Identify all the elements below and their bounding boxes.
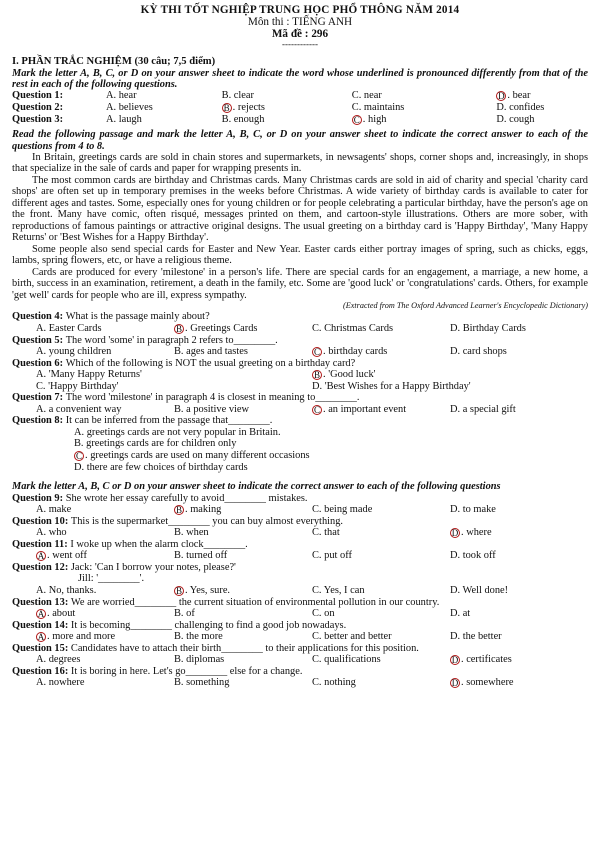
option-5-d[interactable]: D. card shops bbox=[450, 346, 507, 357]
answer-circle-icon: D bbox=[451, 528, 459, 539]
passage-paragraph-4: Cards are produced for every 'milestone' in a person's life. There are special cards for an engagement, a marriage, a new home, a birth, success in an examination, retirement, a death in the family, etc. Some are 'good luck' or 'congratulations' cards. Others, for example 'get well' cards for people who are ill, express sympathy. bbox=[12, 266, 588, 301]
question-1 bbox=[12, 90, 588, 102]
question-extra-line: Jill: '________'. bbox=[78, 573, 145, 585]
question-stem: Jack: 'Can I borrow your notes, please?' bbox=[70, 561, 236, 573]
answer-circle-icon: D bbox=[498, 91, 505, 102]
question-9 bbox=[12, 493, 588, 505]
question-7 bbox=[12, 392, 588, 404]
options-row bbox=[12, 427, 588, 439]
options-row bbox=[12, 504, 588, 516]
option-14-b[interactable]: B. the more bbox=[174, 631, 223, 643]
option-11-a[interactable]: A . went off bbox=[37, 550, 87, 562]
answer-circle-icon: C bbox=[313, 404, 320, 415]
options-row bbox=[12, 369, 588, 381]
question-2 bbox=[12, 102, 588, 114]
option-2-c[interactable]: C. maintains bbox=[351, 101, 405, 113]
option-4-d[interactable]: D. Birthday Cards bbox=[450, 322, 526, 334]
question-number: Question 9: bbox=[12, 492, 66, 504]
question-12 bbox=[12, 562, 588, 574]
question-number: Question 5: bbox=[12, 334, 66, 346]
reading-questions bbox=[12, 311, 588, 473]
header-divider: ------------ bbox=[282, 39, 318, 49]
option-4-c[interactable]: C. Christmas Cards bbox=[312, 322, 394, 334]
option-11-d[interactable]: D. took off bbox=[450, 550, 496, 562]
option-15-b[interactable]: B. diplomas bbox=[174, 654, 225, 666]
answer-circle-icon: C bbox=[313, 347, 320, 357]
exam-title: KỲ THI TỐT NGHIỆP TRUNG HỌC PHỔ THÔNG NĂM 2014 bbox=[140, 4, 460, 16]
instruction-grammar: Mark the letter A, B, C or D on your answer sheet to indicate the correct answer to each of the following questions bbox=[12, 481, 501, 493]
question-stem: The word 'some' in paragraph 2 refers to________. bbox=[65, 334, 278, 346]
pronunciation-questions bbox=[12, 90, 588, 125]
option-12-d[interactable]: D. Well done! bbox=[450, 584, 509, 596]
options-row bbox=[12, 323, 588, 335]
question-11 bbox=[12, 539, 588, 551]
option-10-c[interactable]: C. that bbox=[312, 527, 340, 539]
option-15-d[interactable]: D . certificates bbox=[451, 654, 512, 666]
instruction-reading: Read the following passage and mark the letter A, B, C, or D on your answer sheet to indicate the correct answer to each of the questions from 4 to 8. bbox=[12, 129, 588, 152]
answer-circle-icon: A bbox=[37, 551, 45, 562]
option-16-d[interactable]: D . somewhere bbox=[451, 677, 514, 689]
option-10-a[interactable]: A. who bbox=[36, 527, 67, 539]
options-row bbox=[12, 527, 588, 539]
option-9-c[interactable]: C. being made bbox=[312, 504, 373, 516]
option-6-a[interactable]: A. 'Many Happy Returns' bbox=[36, 369, 142, 381]
question-number: Question 13: bbox=[12, 596, 71, 608]
reading-passage bbox=[12, 152, 588, 302]
options-row bbox=[12, 654, 588, 666]
question-4 bbox=[12, 311, 588, 323]
options-row bbox=[12, 677, 588, 689]
option-12-a[interactable]: A. No, thanks. bbox=[36, 584, 97, 596]
option-9-b[interactable]: B . making bbox=[175, 504, 222, 516]
option-5-b[interactable]: B. ages and tastes bbox=[174, 346, 248, 357]
option-11-b[interactable]: B. turned off bbox=[174, 550, 228, 562]
option-8-c[interactable]: C . greetings cards are used on many different occasions bbox=[75, 450, 310, 462]
answer-circle-icon: C bbox=[353, 114, 360, 125]
question-16 bbox=[12, 666, 588, 678]
question-6 bbox=[12, 358, 588, 370]
option-7-d[interactable]: D. a special gift bbox=[450, 403, 516, 415]
options-row bbox=[106, 90, 588, 102]
option-16-a[interactable]: A. nowhere bbox=[36, 677, 85, 689]
option-14-d[interactable]: D. the better bbox=[450, 631, 502, 643]
question-stem: Which of the following is NOT the usual greeting on a birthday card? bbox=[65, 357, 356, 369]
passage-paragraph-3: Some people also send special cards for Easter and New Year. Easter cards either portray images of spring, such as chicks, eggs, lambs, spring flowers, etc, or have a religious theme. bbox=[12, 243, 588, 267]
options-row bbox=[106, 102, 588, 114]
passage-paragraph-1: In Britain, greetings cards are sold in chain stores and supermarkets, in newsagents' shops, corner shops and, increasingly, in shops that specialize in the sale of cards and paper for wrapping presents in. bbox=[12, 151, 588, 175]
option-13-a[interactable]: A . about bbox=[37, 608, 76, 620]
question-number: Question 12: bbox=[12, 561, 71, 573]
question-14 bbox=[12, 620, 588, 632]
answer-circle-icon: B bbox=[313, 370, 320, 381]
option-13-d[interactable]: D. at bbox=[450, 608, 471, 620]
options-row bbox=[12, 450, 588, 462]
question-stem: She wrote her essay carefully to avoid________ mistakes. bbox=[65, 492, 308, 504]
question-stem: It can be inferred from the passage that________. bbox=[65, 415, 273, 427]
option-1-b[interactable]: B. clear bbox=[221, 90, 254, 102]
question-stem: I woke up when the alarm clock________. bbox=[70, 538, 248, 550]
options-row bbox=[12, 550, 588, 562]
option-4-b[interactable]: B . Greetings Cards bbox=[175, 322, 258, 334]
answer-circle-icon: C bbox=[75, 451, 82, 462]
options-row bbox=[12, 608, 588, 620]
option-6-c[interactable]: C. 'Happy Birthday' bbox=[36, 380, 119, 392]
question-13 bbox=[12, 597, 588, 609]
option-2-d[interactable]: D. confides bbox=[496, 101, 545, 113]
option-12-c[interactable]: C. Yes, I can bbox=[312, 584, 365, 596]
option-12-b[interactable]: B . Yes, sure. bbox=[175, 584, 231, 596]
section-heading: I. PHẦN TRẮC NGHIỆM (30 câu; 7,5 điểm) bbox=[12, 56, 216, 67]
question-number: Question 4: bbox=[12, 311, 66, 323]
exam-header bbox=[12, 4, 588, 48]
instruction-pronunciation: Mark the letter A, B, C, or D on your answer sheet to indicate the word whose underlined is pronounced differently from that of the rest in each of the following questions. bbox=[12, 67, 588, 90]
question-number: Question 8: bbox=[12, 415, 66, 427]
option-13-c[interactable]: C. on bbox=[312, 608, 335, 620]
option-5-a[interactable]: A. young children bbox=[36, 346, 112, 357]
options-row bbox=[12, 438, 588, 450]
answer-circle-icon: B bbox=[223, 102, 230, 113]
option-4-a[interactable]: A. Easter Cards bbox=[36, 322, 102, 334]
exam-subject: Môn thi : TIẾNG ANH bbox=[247, 16, 353, 28]
question-3 bbox=[12, 114, 588, 126]
exam-code: Mã đề : 296 bbox=[271, 28, 329, 40]
options-row bbox=[12, 631, 588, 643]
option-1-a[interactable]: A. hear bbox=[106, 90, 137, 102]
question-stem: It is becoming________ challenging to find a good job nowadays. bbox=[70, 619, 347, 631]
option-8-d[interactable]: D. there are few choices of birthday cards bbox=[74, 461, 248, 473]
option-14-c[interactable]: C. better and better bbox=[312, 631, 392, 643]
option-8-b[interactable]: B. greetings cards are for children only bbox=[74, 438, 237, 450]
option-7-a[interactable]: A. a convenient way bbox=[36, 403, 122, 415]
option-6-b[interactable]: B . 'Good luck' bbox=[313, 369, 376, 381]
question-stem: We are worried________ the current situation of environmental pollution in our country. bbox=[70, 596, 440, 608]
question-15 bbox=[12, 643, 588, 655]
option-13-b[interactable]: B. of bbox=[174, 608, 195, 620]
passage-paragraph-2: The most common cards are birthday and Christmas cards. Many Christmas cards are sold in aid of charity and special 'charity card shops' are often set up in temporary premises in the weeks before Christmas. A wide variety of birthday cards is available to cater for different ages and tastes. Some, especially ones for young children or for people celebrating a particular birthday, have the person's age on the front. Many have comic, often risqué, messages printed on them, and cartoon-style illustrations. Others are more sober, with reproductions of famous paintings or attractive original designs. The usual greeting on a birthday card is 'Happy Birthday', 'Many Happy Returns' or 'Best Wishes for a Happy Birthday'. bbox=[12, 174, 588, 244]
option-10-b[interactable]: B. when bbox=[174, 527, 209, 539]
option-1-c[interactable]: C. near bbox=[351, 90, 382, 102]
question-5 bbox=[12, 335, 588, 347]
option-6-d[interactable]: D. 'Best Wishes for a Happy Birthday' bbox=[312, 380, 471, 392]
options-row bbox=[12, 585, 588, 597]
option-2-a[interactable]: A. believes bbox=[106, 101, 153, 113]
option-7-c[interactable]: C . an important event bbox=[313, 403, 407, 415]
options-row bbox=[12, 462, 588, 474]
option-15-c[interactable]: C. qualifications bbox=[312, 654, 381, 666]
answer-circle-icon: A bbox=[37, 632, 45, 643]
question-number: Question 16: bbox=[12, 665, 71, 677]
question-number: Question 6: bbox=[12, 357, 66, 369]
options-row bbox=[12, 381, 588, 393]
options-row bbox=[106, 114, 588, 126]
option-16-b[interactable]: B. something bbox=[174, 677, 230, 689]
option-3-b[interactable]: B. enough bbox=[221, 113, 265, 125]
question-number: Question 7: bbox=[12, 392, 66, 404]
option-9-d[interactable]: D. to make bbox=[450, 504, 496, 516]
option-7-b[interactable]: B. a positive view bbox=[174, 403, 250, 415]
answer-circle-icon: A bbox=[37, 609, 45, 620]
option-1-d[interactable]: D . bear bbox=[498, 90, 531, 102]
passage-source: (Extracted from The Oxford Advanced Learner's Encyclopedic Dictionary) bbox=[343, 301, 588, 311]
answer-circle-icon: B bbox=[175, 585, 182, 596]
option-3-d[interactable]: D. cough bbox=[496, 113, 535, 125]
grammar-questions bbox=[12, 493, 588, 689]
option-16-c[interactable]: C. nothing bbox=[312, 677, 356, 689]
option-3-c[interactable]: C . high bbox=[353, 113, 387, 125]
option-10-d[interactable]: D . where bbox=[451, 527, 492, 539]
answer-circle-icon: D bbox=[451, 655, 459, 666]
answer-circle-icon: B bbox=[175, 505, 182, 516]
answer-circle-icon: D bbox=[451, 678, 459, 689]
question-stem: Candidates have to attach their birth________ to their applications for this position. bbox=[70, 642, 419, 654]
option-2-b[interactable]: B . rejects bbox=[223, 101, 265, 113]
question-stem: What is the passage mainly about? bbox=[65, 311, 210, 323]
option-11-c[interactable]: C. put off bbox=[312, 550, 352, 562]
question-number: Question 2: bbox=[12, 101, 64, 113]
question-number: Question 1: bbox=[12, 90, 64, 102]
answer-circle-icon: B bbox=[175, 323, 182, 334]
option-3-a[interactable]: A. laugh bbox=[106, 113, 142, 125]
question-number: Question 15: bbox=[12, 642, 71, 654]
option-9-a[interactable]: A. make bbox=[36, 504, 72, 516]
question-8 bbox=[12, 415, 588, 427]
question-stem: The word 'milestone' in paragraph 4 is closest in meaning to________. bbox=[65, 392, 360, 404]
question-10 bbox=[12, 516, 588, 528]
option-14-a[interactable]: A . more and more bbox=[37, 631, 116, 643]
options-row bbox=[12, 346, 588, 358]
option-5-c[interactable]: C . birthday cards bbox=[313, 346, 388, 357]
question-number: Question 10: bbox=[12, 515, 71, 527]
option-15-a[interactable]: A. degrees bbox=[36, 654, 81, 666]
options-row bbox=[12, 404, 588, 416]
question-number: Question 14: bbox=[12, 619, 71, 631]
question-number: Question 11: bbox=[12, 538, 71, 550]
option-8-a[interactable]: A. greetings cards are not very popular in Britain. bbox=[74, 426, 281, 438]
question-stem: It is boring in here. Let's go________ else for a change. bbox=[70, 665, 303, 677]
question-number: Question 3: bbox=[12, 113, 64, 125]
question-stem: This is the supermarket________ you can buy almost everything. bbox=[70, 515, 344, 527]
